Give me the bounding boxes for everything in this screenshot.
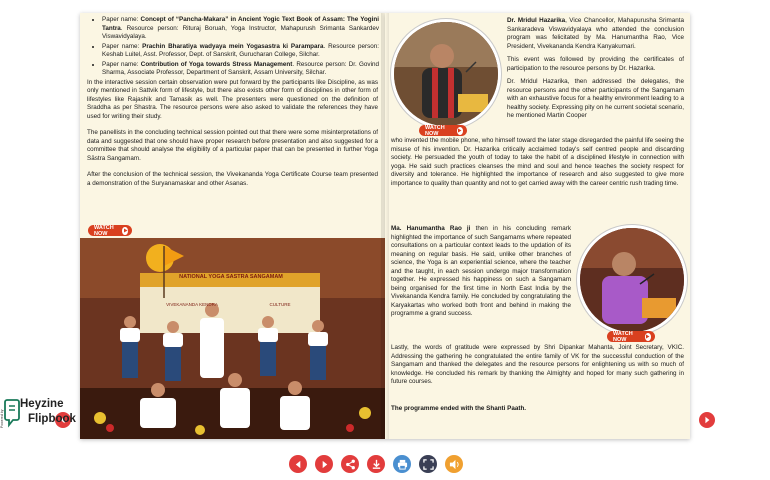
paper-list (88, 16, 379, 78)
brand-subtitle: Flipbook (28, 413, 76, 425)
watch-now-label: WATCH NOW (425, 124, 445, 137)
person-name: Ma. Hanumantha Rao ji (391, 225, 471, 232)
heyzine-brand[interactable] (0, 398, 80, 432)
paragraph-address: Dr. Mridul Hazarika, then addressed the delegates, the resource persons and the other participants of the Sangamam with an exhaustive focus for a healthy environment leading to a healthy society. Expressing pity on he current societal scenario, he mentioned Martin Cooper (507, 78, 684, 119)
text-block-hanumantha: Ma. Hanumantha Rao ji then in his concluding remark highlighted the importance of such Sangamams where repeated consultations on a particular context leads to the updation of its meaning on regular basis. He said, unlike other branches of science, the Yoga is an experiential science, where the teacher and the taught, in each session undergo major transformation together. He expressed his happiness on such a Sangamam being organised for the first time in North East India by the Vivekananda Kendra family. He concluded by congratulating the Karyakartas who worked both front and behind in making the programme a grand success. (391, 225, 572, 317)
paper-item: • Paper name: Prachin Bharatiya wadyaya mein Yogasastra ki Parampara. Resource person: Keshab Luitel, Asst. Professor, Dept. of Sanskrit, Gurucharan College, Silchar. (102, 43, 379, 60)
photo-hanumantha-rao (577, 225, 687, 335)
share-icon (345, 459, 356, 470)
toolbar-print-button[interactable] (393, 455, 411, 473)
watch-now-label: WATCH NOW (613, 330, 633, 343)
fullscreen-icon (423, 459, 434, 470)
paragraph-cooper: who invented the mobile phone, who himself toward the later stage disregarded the painful life seeing the misuse of his invention. Dr. Hazarika critically acclaimed today's self centred people and discarding society. He persuaded the youth of today to take the habit of a disciplined lifestyle in connection with yoga. He said such practices cleanses the mind and soul and hence teaches the society respect for diversity and tolerance. He highlighted the importance of research and also suggested to give more importance to quality than quantity and not to get carried away with the career centric rush trading time. (391, 137, 684, 187)
banner-right: CULTURE (269, 302, 291, 307)
paragraph-panellists: The panellists in the concluding technical session pointed out that there were some misinterpretations of data and suggested that one should have proper research before presentation and also suggested for a committee that should analyse the eligibility of a particular paper that can be presented in further Yoga Sāstra Sangamam. (87, 129, 378, 162)
chevron-right-icon (703, 416, 711, 424)
flipbook-page-left (80, 13, 385, 439)
paragraph-certificates: This event was followed by providing the certificates of participation to the resource persons by Dr. Hazarika. (507, 56, 684, 72)
paper-item: • Paper name: Contribution of Yoga towards Stress Management. Resource person: Dr. Govind Sharma, Associate Professor, Department of Sanskrit, Assam University, Silchar. (102, 61, 379, 78)
person-name: Dr. Mridul Hazarika (507, 17, 566, 24)
print-icon (397, 459, 408, 470)
book-spine (381, 13, 389, 439)
toolbar-sound-button[interactable] (445, 455, 463, 473)
toolbar-share-button[interactable] (341, 455, 359, 473)
play-icon (122, 227, 128, 235)
heyzine-logo-icon (4, 398, 20, 428)
banner-sub: VIVEKANANDA KENDRA (166, 302, 218, 307)
chevron-right-icon (320, 460, 329, 469)
speaker-icon (449, 459, 460, 470)
watch-now-button[interactable] (88, 225, 132, 236)
paragraph-demonstration: After the conclusion of the technical session, the Vivekananda Yoga Certificate Course team presented a demonstration of the Suryanamaskar and other Asanas. (87, 171, 378, 187)
closing-line: The programme ended with the Shanti Paath. (391, 405, 527, 412)
play-icon (457, 127, 463, 135)
toolbar-next-button[interactable] (315, 455, 333, 473)
download-icon (371, 459, 382, 470)
powered-by-label: Powered by (0, 409, 4, 428)
watch-now-label: WATCH NOW (94, 224, 114, 237)
watch-now-button[interactable] (419, 125, 467, 136)
paragraph-gratitude: Lastly, the words of gratitude were expressed by Shri Dipankar Mahanta, Joint Secretary, VKIC. Addressing the gathering he congratulated the entire family of VK for the successful conduction of the Sangamam and thanked the delegates and the resource persons for enlightening us with so much of knowledge. He concluded his remark by thanking the Almighty and hoped for many such gathering in future courses. (391, 344, 684, 385)
next-page-arrow[interactable] (699, 412, 715, 428)
viewer-toolbar (289, 455, 463, 473)
toolbar-download-button[interactable] (367, 455, 385, 473)
event-photo-yoga-demo (80, 238, 385, 439)
chevron-left-icon (294, 460, 303, 469)
toolbar-fullscreen-button[interactable] (419, 455, 437, 473)
banner-title: NATIONAL YOGA SASTRA SANGAMAM (179, 274, 283, 280)
photo-dr-hazarika (391, 19, 501, 129)
brand-name: Heyzine (20, 398, 64, 410)
play-icon (645, 333, 651, 341)
flipbook-page-right (385, 13, 690, 439)
toolbar-prev-button[interactable] (289, 455, 307, 473)
paragraph-interactive-session: In the interactive session certain observation were put forward by the participants like Discipline, as was only mentioned in Sattvik form of lifestyle, but there also exists other form of disciplines in other form of lifestyles like Rajashik and Tamasik as well. The presenters were questioned on the definition of Sraddha as per Shastra. The resource persons were also asked to validate the references they have used for writing their study. (87, 78, 378, 120)
text-block-hazarika: Dr. Mridul Hazarika, Vice Chancellor, Mahapurusha Srimanta Sankaradeva Viswavidyalaya who attended the conclusion program was felicitated by Ma. Hanumantha Rao, Vice President, Vivekananda Kendra Kanyakumari. This event was followed by providing the certificates of participation to the resource persons by Dr. Hazarika. Dr. Mridul Hazarika, then addressed the delegates, the resource persons and the other participants of the Sangamam with an exhaustive focus for a healthy environment leading to a healthy society. Expressing pity on he current societal scenario, he mentioned Martin Cooper (507, 17, 684, 119)
paper-item: • Paper name: Concept of “Pancha-Makara” in Ancient Yogic Text Book of Assam: The Yogini Tantra. Resource person: Rituraj Boruah, Yoga Instructor, Mahapurush Srimanta Sankardev Viswavidyalaya. (102, 16, 379, 42)
watch-now-button[interactable] (607, 331, 655, 342)
